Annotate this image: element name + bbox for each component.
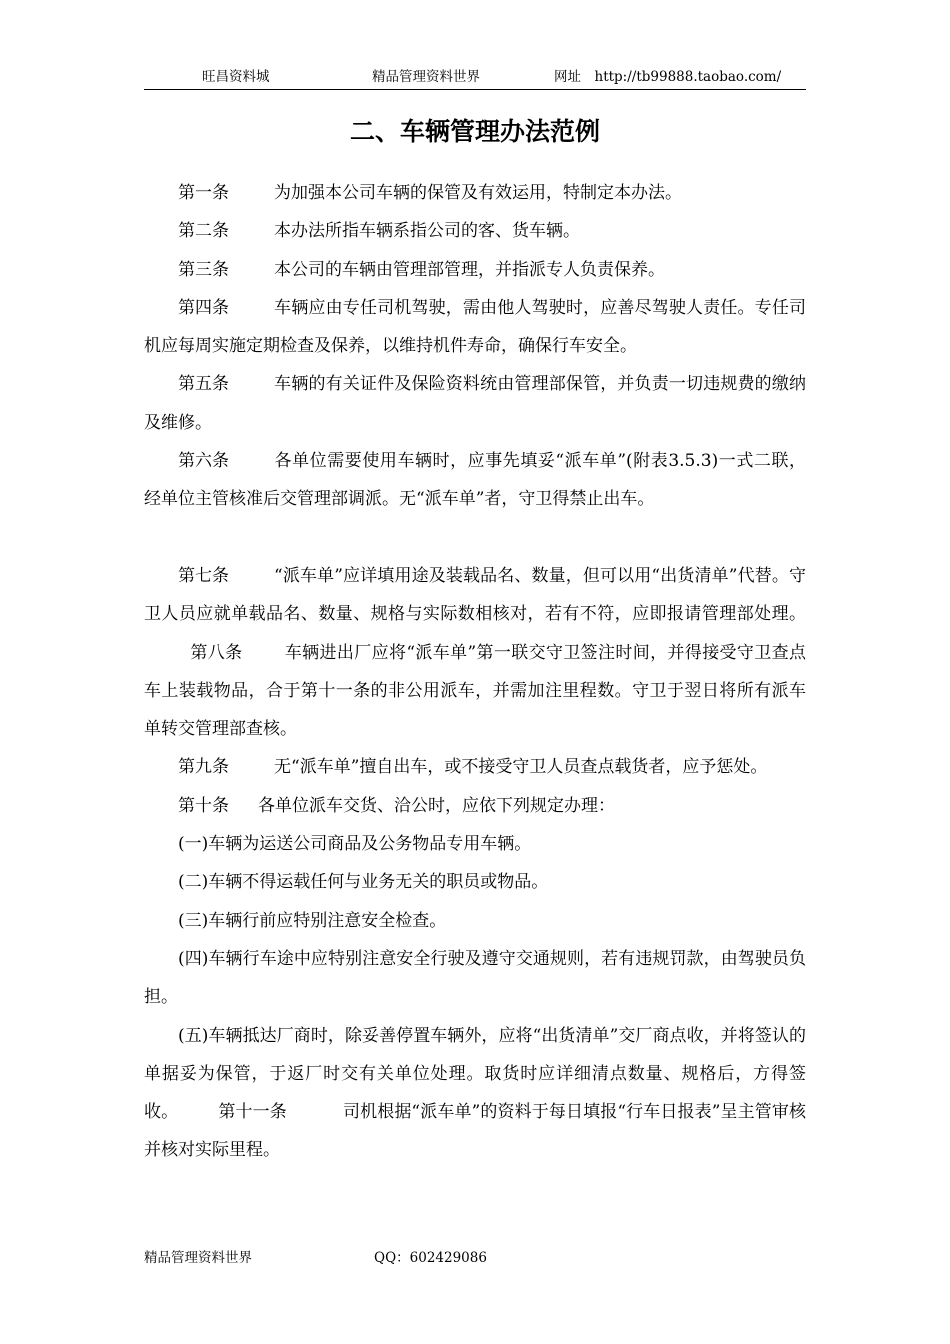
article-number: 第九条 <box>178 757 229 778</box>
list-item-5: (五)车辆抵达厂商时，除妥善停置车辆外，应将“出货清单”交厂商点收，并将签认的单据妥为保管，于返厂时交有关单位处理。取货时应详细清点数量、规格后，方得签收。 <box>144 1025 806 1123</box>
article-number: 第十条 <box>178 795 229 816</box>
article-6 <box>144 442 806 519</box>
article-text: 无“派车单”擅自出车，或不接受守卫人员查点载货者，应予惩处。 <box>274 757 768 778</box>
page-header <box>144 66 806 88</box>
article-10 <box>144 787 806 825</box>
article-number: 第三条 <box>178 259 229 280</box>
article-text: 司机根据“派车单”的资料于每日填报“行车日报表”呈主管审核并核对实际里程。 <box>144 1102 807 1161</box>
article-text: 为加强本公司车辆的保管及有效运用，特制定本办法。 <box>274 183 682 203</box>
article-text: 车辆的有关证件及保险资料统由管理部保管，并负责一切违规费的缴纳及维修。 <box>144 374 806 433</box>
article-text: “派车单”应详填用途及装载品名、数量，但可以用“出货清单”代替。守卫人员应就单载品名、数量、规格与实际数相核对，若有不符，应即报请管理部处理。 <box>144 565 806 625</box>
list-item-3: (三)车辆行前应特别注意安全检查。 <box>178 910 447 931</box>
footer-qq: QQ：602429086 <box>374 1250 487 1266</box>
blank-line <box>144 519 806 557</box>
article-number: 第八条 <box>190 642 243 663</box>
article-7-8 <box>144 557 806 748</box>
document-title: 二、车辆管理办法范例 <box>349 117 600 146</box>
article-text: 各单位需要使用车辆时，应事先填妥“派车单”(附表3.5.3)一式二联，经单位主管核准后交管理部调派。无“派车单”者，守卫得禁止出车。 <box>144 451 806 510</box>
footer-slogan: 精品管理资料世界 <box>144 1250 252 1266</box>
article-number: 第七条 <box>178 565 229 586</box>
article-number: 第十一条 <box>218 1102 287 1123</box>
header-url: 网址 http://tb99888.taobao.com/ <box>554 69 782 85</box>
list-item-5-article-11 <box>144 1017 806 1170</box>
list-item-4: (四)车辆行车途中应特别注意安全行驶及遵守交通规则，若有违规罚款，由驾驶员负担。 <box>144 948 806 1008</box>
list-item-2: (二)车辆不得运载任何与业务无关的职员或物品。 <box>178 872 549 893</box>
article-text: 车辆应由专任司机驾驶，需由他人驾驶时，应善尽驾驶人责任。专任司机应每周实施定期检查及保养，以维持机件寿命，确保行车安全。 <box>144 297 806 357</box>
article-text: 车辆进出厂应将“派车单”第一联交守卫签注时间，并得接受守卫查点车上装载物品，合于第十一条的非公用派车，并需加注里程数。守卫于翌日将所有派车单转交管理部查核。 <box>144 642 807 740</box>
article-number: 第四条 <box>178 297 229 318</box>
article-2 <box>144 212 806 250</box>
article-text: 本公司的车辆由管理部管理，并指派专人负责保养。 <box>274 259 665 280</box>
article-number: 第一条 <box>178 183 229 203</box>
article-3 <box>144 251 806 289</box>
header-slogan: 精品管理资料世界 <box>372 69 480 85</box>
article-9 <box>144 748 806 786</box>
article-4 <box>144 289 806 366</box>
article-5 <box>144 365 806 442</box>
list-item-1: (一)车辆为运送公司商品及公务物品专用车辆。 <box>178 834 532 855</box>
header-divider <box>144 89 806 90</box>
article-1 <box>144 174 806 212</box>
header-site-name: 旺昌资料城 <box>202 69 270 85</box>
article-text: 各单位派车交货、洽公时，应依下列规定办理： <box>258 795 615 816</box>
page-footer <box>144 1248 806 1268</box>
article-text: 本办法所指车辆系指公司的客、货车辆。 <box>274 221 580 242</box>
article-number: 第五条 <box>178 374 229 395</box>
article-number: 第二条 <box>178 221 229 242</box>
article-number: 第六条 <box>178 451 229 472</box>
document-body <box>144 174 806 1170</box>
